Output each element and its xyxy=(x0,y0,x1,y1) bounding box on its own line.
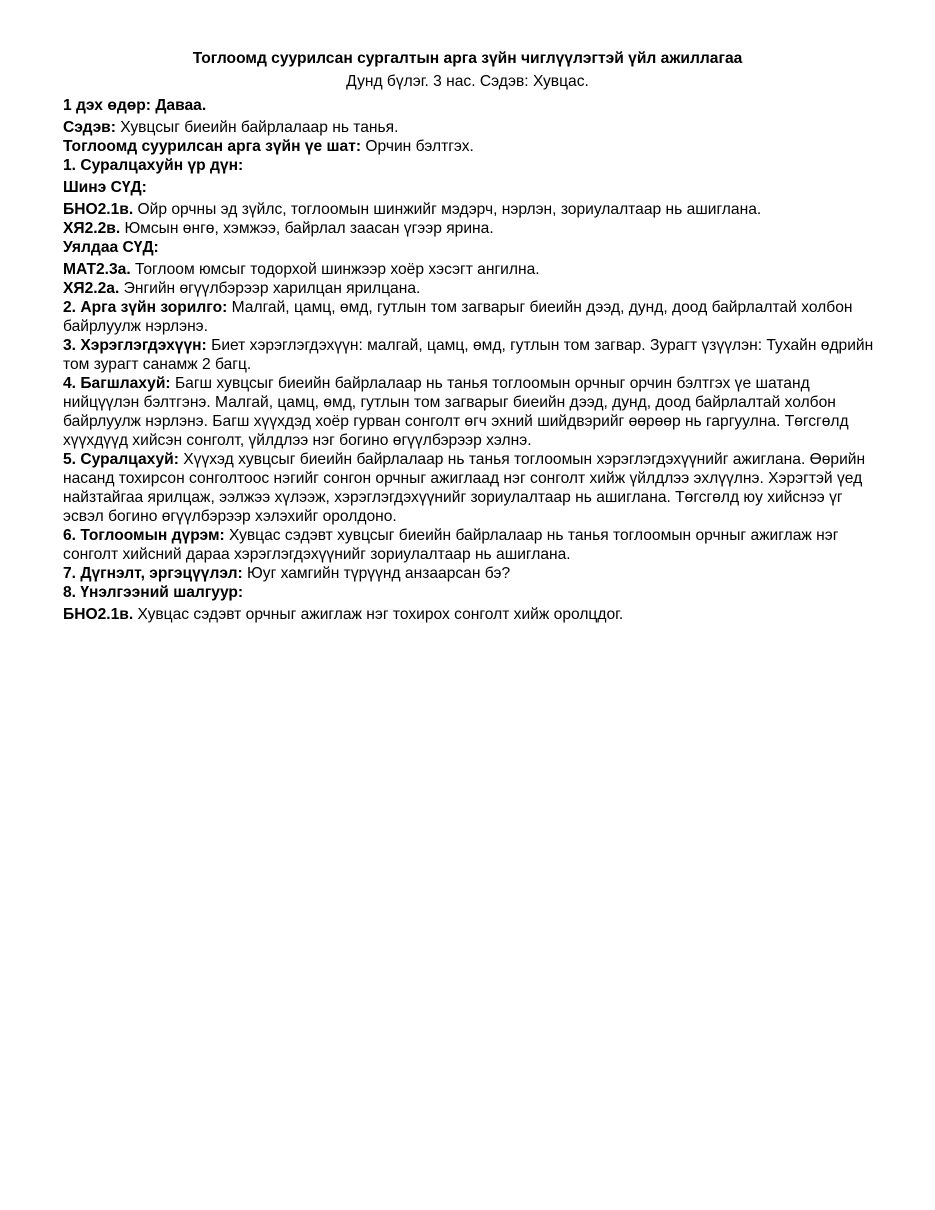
document-title: Тоглоомд суурилсан сургалтын арга зүйн чиглүүлэгтэй үйл ажиллагаа xyxy=(192,50,743,67)
section-game-rules: 6. Тоглоомын дүрэм: Хувцас сэдэвт хувцсыг биеийн байрлалаар нь танья тоглоомын орчныг ажиглаж нэг сонголт хийсний дараа хэрэглэгдэхүүнийг зориулалтаар нь ашиглана. xyxy=(63,527,839,563)
section-learning: 5. Суралцахуй: Хүүхэд хувцсыг биеийн байрлалаар нь танья тоглоомын хэрэглэгдэхүүнийг ажиглана. Өөрийн насанд тохирсон сонголтоос нэгийг сонгон орчныг ажиглаад нэг сонголт хийж үйлдлээ эхлүүлнэ. Хэрэгтэй үед найзтайгаа ярилцаж, ээлжээ хүлээж, хэрэглэгдэхүүнийг зориулалтаар нь ашиглана. Төгсгөлд юу хийснээ үг эсвэл богино өгүүлбэрээр хэлэхийг оролдоно. xyxy=(63,451,866,525)
day-heading: 1 дэх өдөр: Даваа. xyxy=(63,97,207,114)
section-goal: 2. Арга зүйн зорилго: Малгай, цамц, өмд, гутлын том загварыг биеийн дээд, дунд, доод байрлалтай холбон байрлуулж нэрлэнэ. xyxy=(63,299,853,335)
section-reflection: 7. Дүгнэлт, эргэцүүлэл: Юуг хамгийн түрүүнд анзаарсан бэ? xyxy=(63,565,511,582)
new-outcome-heading: Шинэ СҮД: xyxy=(63,179,147,196)
new-outcome-item: БНО2.1в. Ойр орчны эд зүйлс, тоглоомын шинжийг мэдэрч, нэрлэн, зориулалтаар нь ашиглана. xyxy=(63,201,762,218)
new-outcome-item: ХЯ2.2в. Юмсын өнгө, хэмжээ, байрлал заасан үгээр ярина. xyxy=(63,220,494,237)
evaluation-heading: 8. Үнэлгээний шалгуур: xyxy=(63,584,244,601)
linked-outcome-item: МАТ2.3а. Тоглоом юмсыг тодорхой шинжээр хоёр хэсэгт ангилна. xyxy=(63,261,540,278)
stage-line: Тоглоомд суурилсан арга зүйн үе шат: Орчин бэлтгэх. xyxy=(63,138,474,155)
linked-outcome-heading: Уялдаа СҮД: xyxy=(63,239,159,256)
evaluation-item: БНО2.1в. Хувцас сэдэвт орчныг ажиглаж нэг тохирох сонголт хийж оролцдог. xyxy=(63,606,624,623)
topic-line: Сэдэв: Хувцсыг биеийн байрлалаар нь танья. xyxy=(63,119,399,136)
outcome-heading: 1. Суралцахуйн үр дүн: xyxy=(63,157,244,174)
linked-outcome-item: ХЯ2.2а. Энгийн өгүүлбэрээр харилцан ярилцана. xyxy=(63,280,421,297)
document-body xyxy=(63,96,875,624)
document-subtitle: Дунд бүлэг. 3 нас. Сэдэв: Хувцас. xyxy=(346,73,589,90)
section-materials: 3. Хэрэглэгдэхүүн: Биет хэрэглэгдэхүүн: малгай, цамц, өмд, гутлын том загвар. Зурагт үзүүлэн: Тухайн өдрийн том зурагт санамж 2 багц. xyxy=(63,337,874,373)
section-teaching: 4. Багшлахуй: Багш хувцсыг биеийн байрлалаар нь танья тоглоомын орчныг орчин бэлтгэх үе шатанд нийцүүлэн бэлтгэнэ. Малгай, цамц, өмд, гутлын том загварыг биеийн дээд, дунд, доод байрлалтай холбон байрлуулж нэрлэнэ. Багш хүүхдэд хоёр гурван сонголт өгч эхний шийдвэрийг өөрөөр нь гаргуулна. Төгсгөлд хүүхдүүд хийсэн сонголт, үйлдлээ нэг богино өгүүлбэрээр хэлнэ. xyxy=(63,375,849,449)
